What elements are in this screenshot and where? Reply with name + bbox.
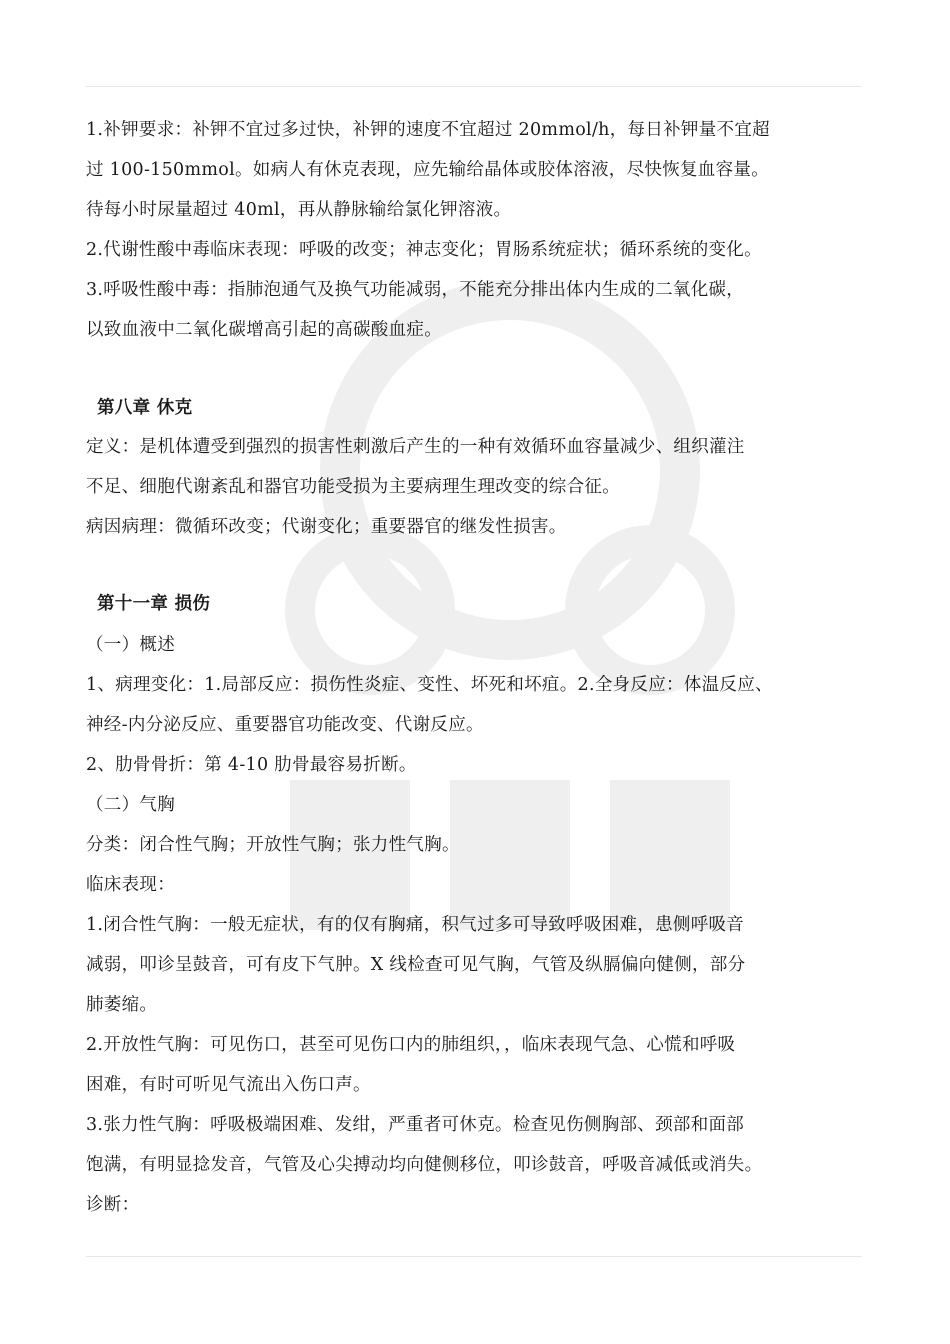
watermark-logo: [250, 280, 770, 960]
footer-rule: [86, 1256, 862, 1257]
paragraph-line: 3.张力性气胸：呼吸极端困难、发绀，严重者可休克。检查见伤侧胸部、颈部和面部: [86, 1115, 745, 1135]
paragraph-line: 饱满，有明显捻发音，气管及心尖搏动均向健侧移位，叩诊鼓音，呼吸音减低或消失。: [86, 1155, 763, 1175]
paragraph-line: 分类：闭合性气胸；开放性气胸；张力性气胸。: [86, 835, 460, 855]
paragraph-line: 2、肋骨骨折：第 4-10 肋骨最容易折断。: [86, 755, 417, 775]
paragraph-line: 过 100-150mmol。如病人有休克表现，应先输给晶体或胶体溶液，尽快恢复血容量。: [86, 160, 769, 180]
subsection-heading: （二）气胸: [86, 795, 175, 815]
paragraph-line: 2.开放性气胸：可见伤口，甚至可见伤口内的肺组织，，临床表现气急、心慌和呼吸: [86, 1035, 736, 1055]
paragraph-line: 3.呼吸性酸中毒：指肺泡通气及换气功能减弱，不能充分排出体内生成的二氧化碳，: [86, 280, 745, 300]
paragraph-line: 定义：是机体遭受到强烈的损害性刺激后产生的一种有效循环血容量减少、组织灌注: [86, 437, 745, 457]
paragraph-line: 1.补钾要求：补钾不宜过多过快，补钾的速度不宜超过 20mmol/h，每日补钾量不宜超: [86, 120, 770, 140]
subsection-heading: （一）概述: [86, 635, 175, 655]
paragraph-line: 诊断：: [86, 1195, 140, 1215]
paragraph-line: 肺萎缩。: [86, 995, 158, 1015]
paragraph-line: 1.闭合性气胸：一般无症状，有的仅有胸痛，积气过多可导致呼吸困难，患侧呼吸音: [86, 915, 745, 935]
paragraph-line: 以致血液中二氧化碳增高引起的高碳酸血症。: [86, 320, 442, 340]
paragraph-line: 不足、细胞代谢紊乱和器官功能受损为主要病理生理改变的综合征。: [86, 477, 620, 497]
chapter-heading: 第十一章 损伤: [97, 594, 211, 614]
chapter-heading: 第八章 休克: [97, 398, 193, 418]
paragraph-line: 1、病理变化：1.局部反应：损伤性炎症、变性、坏死和坏疽。2.全身反应：体温反应、: [86, 675, 773, 695]
paragraph-line: 2.代谢性酸中毒临床表现：呼吸的改变；神志变化；胃肠系统症状；循环系统的变化。: [86, 240, 762, 260]
paragraph-line: 困难，有时可听见气流出入伤口声。: [86, 1075, 371, 1095]
paragraph-line: 减弱，叩诊呈鼓音，可有皮下气肿。X 线检查可见气胸，气管及纵膈偏向健侧，部分: [86, 955, 746, 975]
paragraph-line: 临床表现：: [86, 875, 175, 895]
paragraph-line: 待每小时尿量超过 40ml，再从静脉输给氯化钾溶液。: [86, 200, 512, 220]
header-rule: [86, 86, 862, 87]
paragraph-line: 病因病理：微循环改变；代谢变化；重要器官的继发性损害。: [86, 517, 567, 537]
paragraph-line: 神经-内分泌反应、重要器官功能改变、代谢反应。: [86, 715, 484, 735]
